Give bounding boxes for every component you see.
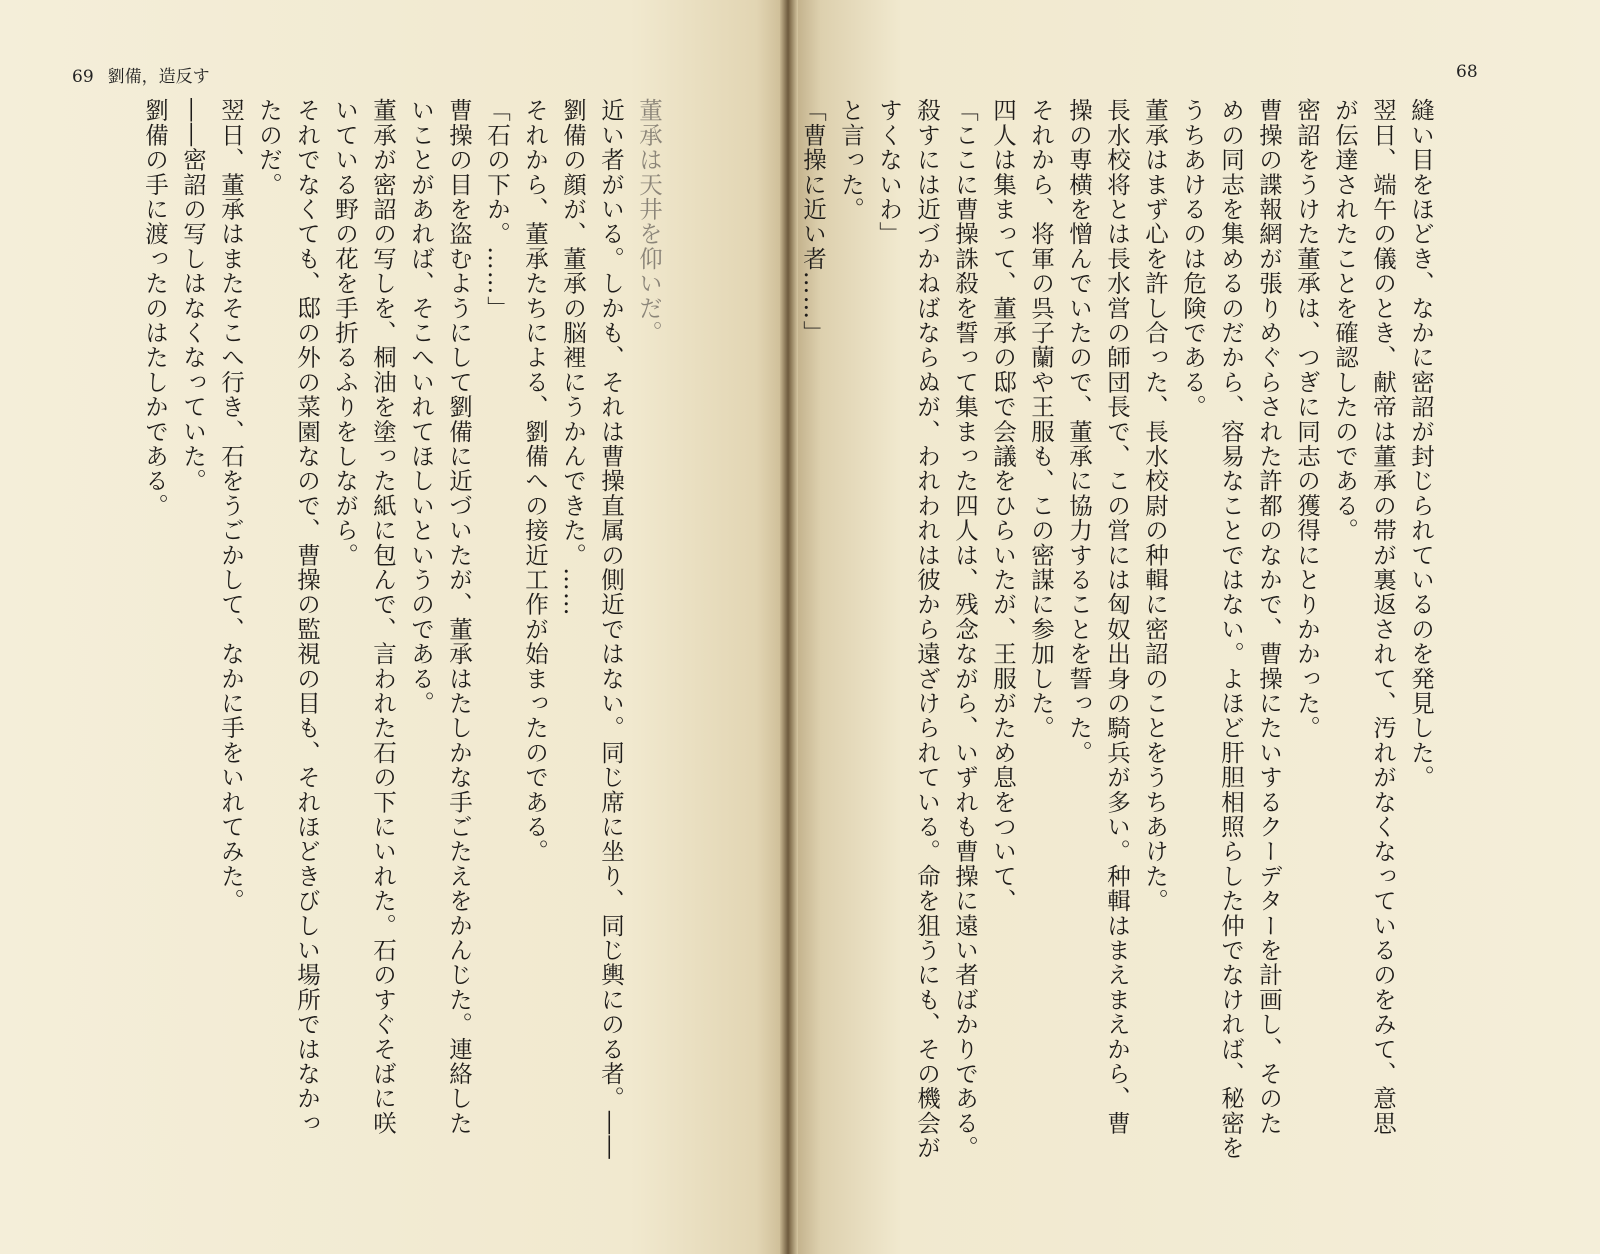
text-line: 「石の下か。……」	[483, 98, 511, 321]
text-line: それでなくても、邸の外の菜園なので、曹操の監視の目も、それほどきびしい場所ではなかっ	[293, 98, 321, 1136]
book-gutter	[780, 0, 798, 1254]
text-line: すくないわ」	[875, 98, 903, 247]
text-line: 董承はまず心を許し合った、長水校尉の种輯に密詔のことをうちあけた。	[1141, 98, 1169, 914]
text-line: 「曹操に近い者……」	[799, 98, 827, 345]
text-line: 「ここに曹操誅殺を誓って集まった四人は、残念ながら、いずれも曹操に遠い者ばかりである。	[951, 98, 979, 1161]
text-line: ――密詔の写しはなくなっていた。	[179, 98, 207, 494]
text-line: 劉備の顔が、董承の脳裡にうかんできた。……	[559, 98, 587, 617]
text-line: 董承が密詔の写しを、桐油を塗った紙に包んで、言われた石の下にいれた。石のすぐそばに咲	[369, 98, 397, 1136]
text-line: が伝達されたことを確認したのである。	[1331, 98, 1359, 543]
left-page-number: 69	[72, 67, 94, 87]
running-title: 劉備，造反す	[107, 67, 210, 87]
left-page	[0, 0, 788, 1254]
text-line: 長水校将とは長水営の師団長で、この営には匈奴出身の騎兵が多い。种輯はまえまえから、曹	[1103, 98, 1131, 1136]
text-line: 四人は集まって、董承の邸で会議をひらいたが、王服がため息をついて、	[989, 98, 1017, 914]
text-line: いことがあれば、そこへいれてほしいというのである。	[407, 98, 435, 716]
text-line: 密詔をうけた董承は、つぎに同志の獲得にとりかかった。	[1293, 98, 1321, 741]
text-line: うちあけるのは危険である。	[1179, 98, 1207, 420]
text-line: たのだ。	[255, 98, 283, 197]
text-line: 董承は天井を仰いだ。	[635, 98, 663, 345]
text-line: 曹操の目を盗むようにして劉備に近づいたが、董承はたしかな手ごたえをかんじた。連絡した	[445, 98, 473, 1136]
right-page	[788, 0, 1600, 1254]
text-line: めの同志を集めるのだから、容易なことではない。よほど肝胆相照らした仲でなければ、秘密を	[1217, 98, 1245, 1161]
text-line: いている野の花を手折るふりをしながら。	[331, 98, 359, 568]
text-line: それから、将軍の呉子蘭や王服も、この密謀に参加した。	[1027, 98, 1055, 741]
text-line: 劉備の手に渡ったのはたしかである。	[141, 98, 169, 518]
text-line: 殺すには近づかねばならぬが、われわれは彼から遠ざけられている。命を狙うにも、その機会が	[913, 98, 941, 1161]
right-page-header	[1456, 62, 1478, 82]
text-line: 翌日、董承はまたそこへ行き、石をうごかして、なかに手をいれてみた。	[217, 98, 245, 914]
left-page-text	[136, 98, 668, 1161]
right-page-number: 68	[1456, 62, 1478, 82]
text-line: 操の専横を憎んでいたので、董承に協力することを誓った。	[1065, 98, 1093, 765]
text-line: 曹操の諜報網が張りめぐらされた許都のなかで、曹操にたいするクーデターを計画し、そのた	[1255, 98, 1283, 1136]
right-page-text	[794, 98, 1440, 1161]
text-line: 縫い目をほどき、なかに密詔が封じられているのを発見した。	[1407, 98, 1435, 790]
text-line: 翌日、端午の儀のとき、献帝は董承の帯が裏返されて、汚れがなくなっているのをみて、意思	[1369, 98, 1397, 1136]
left-page-header	[72, 62, 210, 87]
text-line: それから、董承たちによる、劉備への接近工作が始まったのである。	[521, 98, 549, 864]
text-line: と言った。	[837, 98, 865, 222]
text-line: 近い者がいる。しかも、それは曹操直属の側近ではない。同じ席に坐り、同じ輿にのる者。――	[597, 98, 625, 1161]
